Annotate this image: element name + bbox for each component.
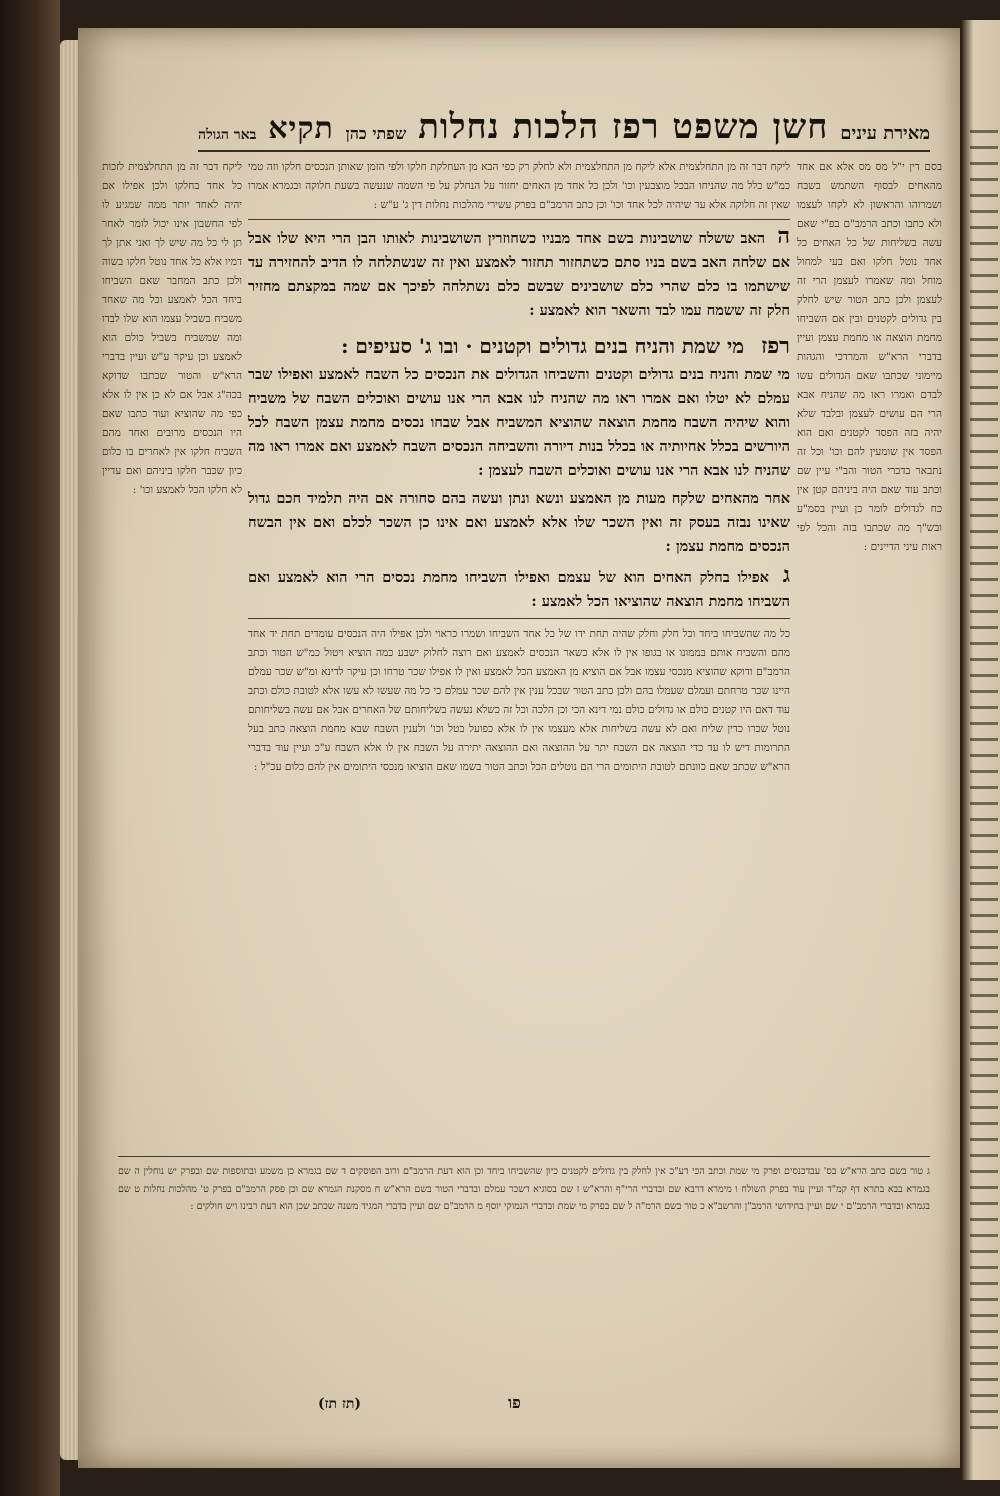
- header-shach-label: שפתי כהן: [345, 124, 407, 143]
- book-spine: [0, 0, 60, 1496]
- facing-page-text: [970, 130, 998, 1430]
- commentary-left-text: ליקח דבר זה מן התחלצמית לזכות כל אחד בחלקו ולכן אפילו אם יהיה לאחד יותר ממה שמגיע לו לפי החשבון אינו יכול לומר לאחר תן לי כל מה שיש לך ואני אתן לך דמיו אלא כל אחד נוטל חלקו בשוה ולכן כתב המחבר שאם השביחו ביחד הכל לאמצע וכל מה שאחד משביח בשביל עצמו הוא שלו לבדו ומה שמשביח בשביל כולם הוא לאמצע וכן עיקר ע"ש ועיין בדברי הרא"ש והטור שכתבו שדוקא בכה"ג אבל אם לא כן אין לו אלא כפי מה שהוציא ועוד כתבו שאם היו הנכסים מרובים ואחד מהם השביח חלקו אין לאחרים בו כלום כיון שכבר חלקו ביניהם ואם עדיין לא חלקו הכל לאמצע וכו' :: [102, 161, 242, 496]
- law-paragraph-text: האב ששלח שושבינות בשם אחד מבניו כשחוזרין השושבינות לאותו הבן הרי היא שלו אבל אם שלחה האב בשם בניו סתם כשתחזור תחזור לאמצע ואין זה שנשתלחה לו הדיב להחזירה עד שישתמו בו כלם שהרי כלם שושבינים שבשם כלם נשתלחה לפיכך אם שמה במקצתם מחזיר חלק זה ששמח עמו לבד והשאר הוא לאמצע :: [248, 230, 790, 319]
- seif-c-text: אפילו בחלק האחים הוא של עצמם ואפילו השביחו מחמת נכסים הרי הוא לאמצע ואם השביחו מחמת הוצאה שהוציאו הכל לאמצע :: [248, 569, 790, 610]
- main-law-text: מי שמת והניח בנים גדולים וקטנים והשביחו הגדולים את הנכסים כל השבח לאמצע ואפילו שבר עמלם לא יטלו ואם אמרו ראו מה שהניח לנו אבא הרי אנו עושים ואוכלים השבח של משביח והוא שיהיה השבח מחמת הוצאה שהוציא המשביח אבל שבחו נכסים מחמת עצמן השבח לכל היורשים בכלל אחיותיה או בכלל בנות דיורה והשביחה הנכסים השבח לאמצע ואם אמרו ראו מה שהניח לנו אבא הרי אנו עושים ואוכלים השבח לעצמן :: [248, 366, 790, 479]
- seif-c-mark: ג: [782, 562, 790, 588]
- siman-number: רפז: [761, 333, 790, 359]
- header-main-title: חשן משפט רפז הלכות נחלות: [418, 107, 829, 147]
- header-page-letters: תקיא: [268, 111, 334, 146]
- book-page: [78, 28, 960, 1468]
- facing-page-edge: [962, 20, 1000, 1480]
- divider: [248, 618, 790, 619]
- siman-title: מי שמת והניח בנים גדולים וקטנים · ובו ג' סעיפים :: [341, 334, 745, 358]
- header-sma-label: מאירת עינים: [840, 123, 930, 144]
- commentary-column-left: [102, 158, 242, 1138]
- catchword: פו: [508, 1393, 521, 1412]
- commentary-bottom: כל מה שהשביחו ביחד וכל חלק וחלק שהיה תחת ידו של כל אחד השביחו ושמרו כראוי ולכן אפילו היה הנכסים עומדים תחת יד אחד מהם והשביח אותם בממונו או בגופו אין לו אלא כשאר הנכסים לאמצע ואם רוצה לחלוק ישבע כמה הוציא ויטול כמ"ש הטור וכתב הרמב"ם ודוקא שהוציא מנכסי עצמו אבל אם הוציא מן האמצע הכל לאמצע ואין לו אפילו שכר טרחו וכן עיקר לדינא ומ"ש שכר עמלם היינו שכר טרחתם ועמלם שעמלו בהם ולכן כתב הטור שבכל ענין אין להם שכר עמלם כי כל מה שעשו לא עשו אלא לטובת כולם וכתב עוד דאם היו קטנים כולם או גדולים כולם נמי דינא הכי וכן הלכה וכל זה כשלא נעשה בשליחותם של האחרים אבל אם עשה בשליחותם נוטל שכרו כדין שליח ואם לא עשה בשליחות אלא מעצמו אין לו אלא כפועל בטל וכו' ולענין השבח שבא מחמת הוצאה כתב בעל התרומות דיש לו עד כדי הוצאה אם השבח יתר על ההוצאה ואם ההוצאה יתירה על השבח אין לו אלא השבח ע"כ ועיין עוד בדברי הרא"ש שכתב שאם כוונתם לטובת היתומים הרי הם נוטלים הכל וכתב הטור בשמו שאם הוציאו מנכסי היתומים אין להם כלום עכ"ל :: [248, 628, 790, 773]
- commentary-top: ליקח דבר זה מן התחלצמית אלא ליקח מן התחלצמית ולא לחלק רק כפי הבא מן העחלקת חלקו ולפי הזמן שאותן הנכסים חלקו וזה טמי כמ"ש כלל מה שהניחו הבכל מוצבעין וכו' ולכן כל אחד מן האחים יחזור על הנחלק על פי השמה שנעשה בשעת חלוקה ובגמרא אמרו שאין זה חלוקה אלא עד שיהיה לכל אחד וכו' וכן כתב הרמב"ם בפרק עשירי מהלכות נחלות דין ג' ע"ש :: [248, 161, 790, 211]
- seif-c: [248, 563, 790, 614]
- header-beer-label: באר הגולה: [198, 127, 257, 143]
- siman-heading: [248, 333, 790, 359]
- seif-mark: ה: [777, 223, 790, 249]
- main-column: [248, 158, 790, 1138]
- footnotes: ג טור בשם כתב הרא"ש בס' עבדכנסים ופרק מי שמת וכתב הכי דע"כ אין לחלק בין גדולים לקטנים כיון שהשביחו ביחד וכן הוא דעת הרמב"ם ורוב הפוסקים ד שם בגמרא כן משמע ובתוספות שם ובפרק יש נוחלין ה שם בגמרא בבא בתרא דף קמ"ד ועיין עוד בפרק השולח ו מימרא דרבא שם ובדברי הרי"ף והרא"ש ז שם בסוגיא דשכר עמלם ובדברי הטור בשם הרא"ש ח מסקנת הגמרא שם וכן פסק הרמב"ם בפרק ט' מהלכות נחלות ט שם בגמרא ובדברי הרמב"ם י שם ועיין בחידושי הרמב"ן והרשב"א כ טור בשם הרמ"ה ל שם בפרק מי שמת ובדברי הנמוקי יוסף מ הרמב"ם שם ועיין בדברי המגיד משנה שכתב שכן הוא דעת רבינו ויש חולקים :: [118, 1156, 930, 1383]
- seif-b-text: אחר מהאחים שלקח מעות מן האמצע ונשא ונתן ועשה בהם סחורה אם היה תלמיד חכם גדול שאינו נבזה בעסק זה ואין השכר שלו אלא לאמצע ואם אינו כן השכר לכלם ואם אין הבשח הנכסים מחמת עצמן :: [248, 490, 790, 555]
- page-number: (תז תז): [318, 1396, 362, 1412]
- law-paragraph-he: [248, 224, 790, 323]
- running-head: [198, 80, 930, 152]
- commentary-right-text: בסם דין י"ל מס מס אלא אם אחד מהאחים לבסוף השתמש בשבח ושמרוהו והראשון לא לקחו לעצמו ולא כתבו וכתב הרמב"ם בפ"י שאם עשה בשליחות של כל האחים כל אחד נוטל חלקו ואם בעי למחול מוחל ומה שאמרו לעצמן הרי זה לעצמן ולכן כתב הטור שיש לחלק בין גדולים לקטנים ובין אם השביחו מחמת הוצאה או מחמת עצמן ועיין בדברי הרא"ש והמרדכי והגהות מיימוני שכתבו שאם הגדולים עשו לבדם ואמרו ראו מה שהניח אבא הרי הם עושים לעצמן ובלבד שלא יהיה בזה הפסד לקטנים ואם הוא הפסד אין שומעין להם וכו' וכל זה נתבאר בדברי הטור והב"י עיין שם וכתב עוד שאם היה ביניהם קטן אין כח לגדולים לומר כן ועיין בסמ"ע ובש"ך מה שכתבו בזה והכל לפי ראות עיני הדיינים :: [797, 161, 942, 553]
- divider: [248, 219, 790, 220]
- commentary-column-right: [797, 158, 942, 1138]
